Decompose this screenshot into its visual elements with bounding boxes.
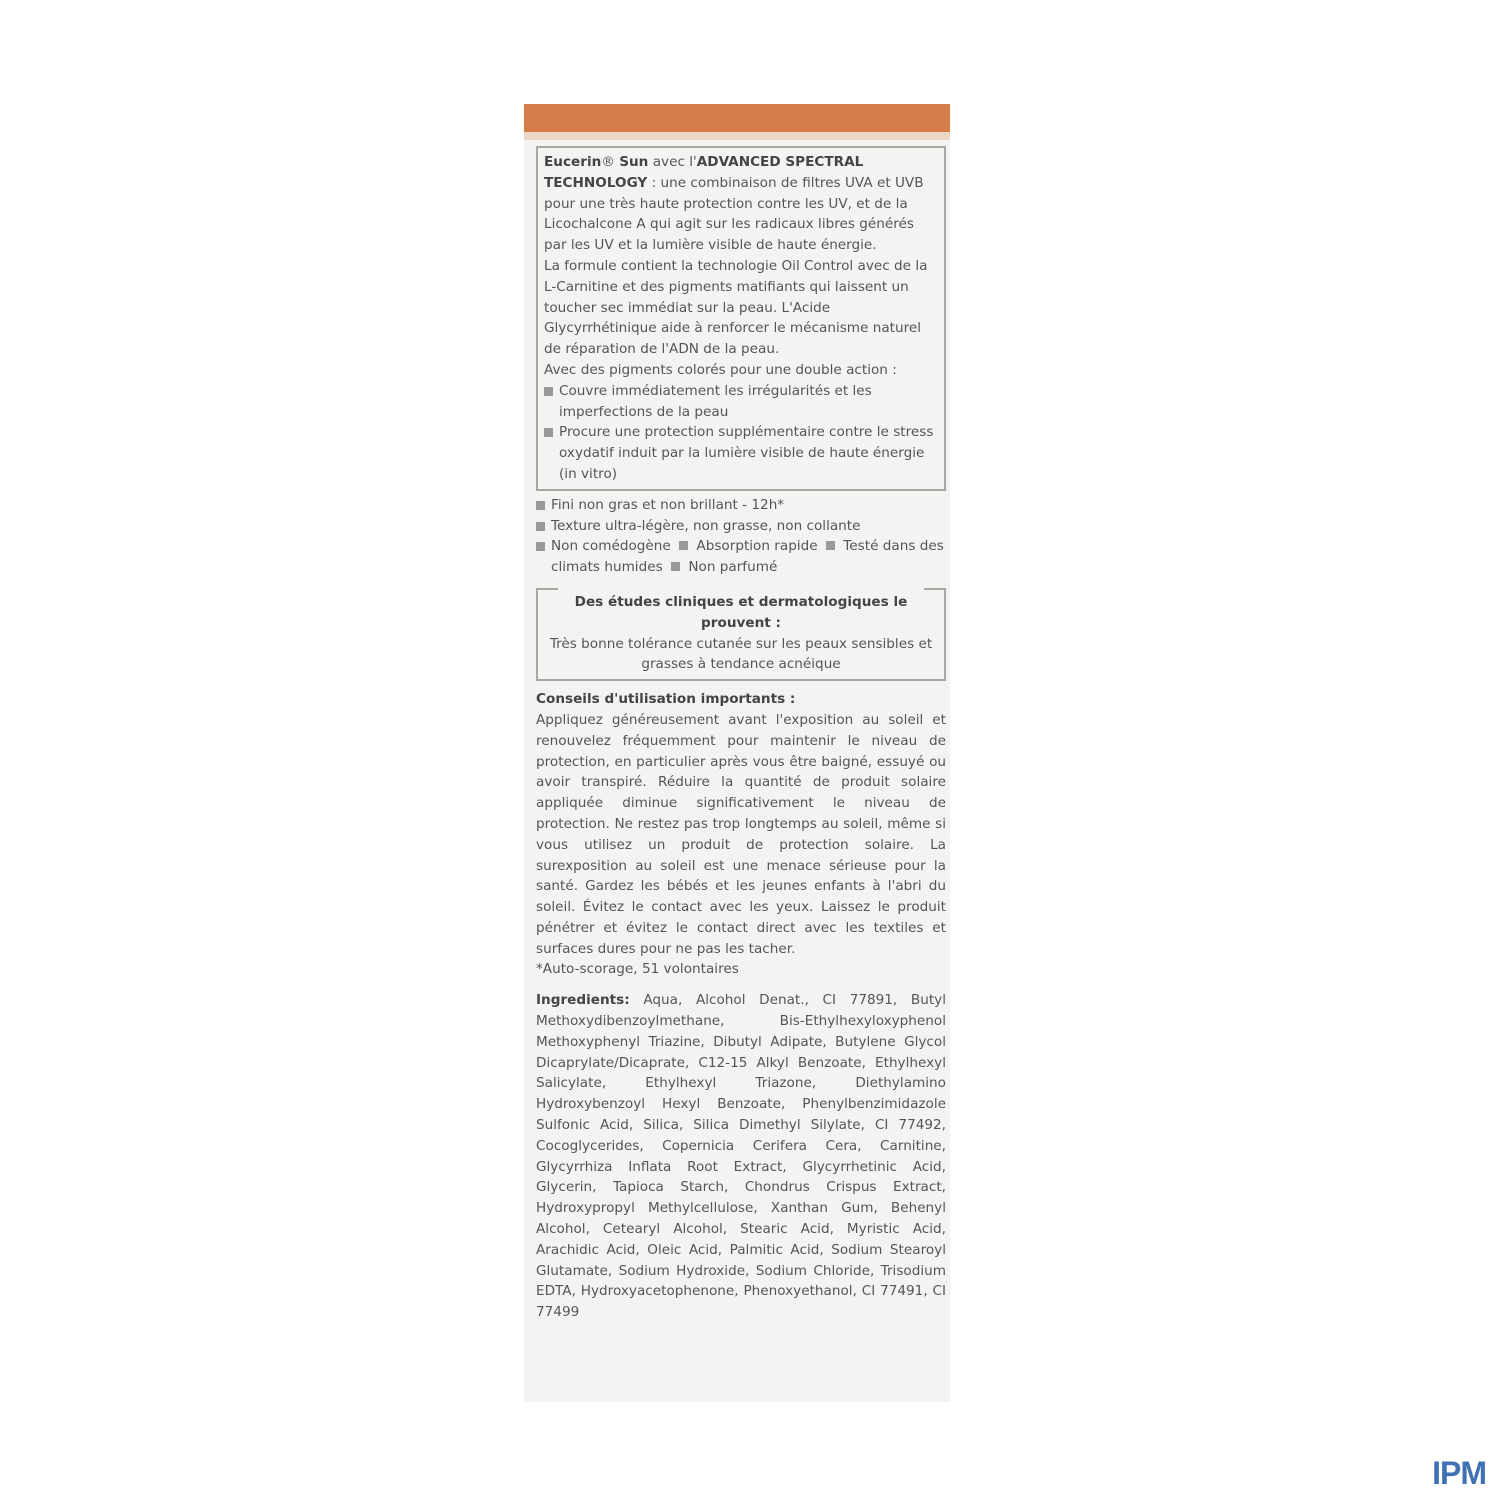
bullet-square-icon [544, 428, 553, 437]
feature-item [536, 516, 946, 537]
intro-bullet-text: Procure une protection supplémentaire contre le stress oxydatif induit par la lumière visible de haute énergie (in vitro) [559, 424, 934, 482]
intro-paragraph [544, 152, 938, 256]
intro-avec: avec l' [652, 154, 697, 170]
usage-section [536, 689, 946, 980]
feature-text: Non parfumé [688, 559, 778, 576]
ingredients-list: Aqua, Alcohol Denat., CI 77891, Butyl Methoxydibenzoylmethane, Bis-Ethylhexyloxyphenol Methoxyphenyl Triazine, Dibutyl Adipate, Butylene Glycol Dicaprylate/Dicaprate, C12-15 Alkyl Benzoate, Ethylhexyl Salicylate, Ethylhexyl Triazone, Diethylamino Hydroxybenzoyl Hexyl Benzoate, Phenylbenzimidazole Sulfonic Acid, Silica, Silica Dimethyl Silylate, CI 77492, Cocoglycerides, Copernicia Cerifera Cera, Carnitine, Glycyrrhiza Inflata Root Extract, Glycyrrhetinic Acid, Glycerin, Tapioca Starch, Chondrus Crispus Extract, Hydroxypropyl Methylcellulose, Xanthan Gum, Behenyl Alcohol, Cetearyl Alcohol, Stearic Acid, Myristic Acid, Arachidic Acid, Oleic Acid, Palmitic Acid, Sodium Stearoyl Glutamate, Sodium Hydroxide, Sodium Chloride, Trisodium EDTA, Hydroxyacetophenone, Phenoxyethanol, CI 77491, CI 77499 [536, 992, 946, 1321]
registered-mark: ® [601, 154, 615, 170]
feature-text: Fini non gras et non brillant - 12h* [551, 496, 785, 513]
brand-name: Eucerin [544, 154, 602, 170]
bullet-square-icon [679, 541, 688, 550]
feature-text-row [551, 536, 946, 578]
feature-text: Absorption rapide [696, 538, 818, 555]
feature-item [536, 495, 946, 516]
claims-text: Très bonne tolérance cutanée sur les peaux sensibles et grasses à tendance acnéique [549, 635, 933, 673]
box-top-highlight [524, 132, 950, 140]
ingredients-label: Ingredients: [536, 992, 630, 1009]
brand-line: Sun [619, 154, 649, 170]
claims-heading: Des études cliniques et dermatologiques le prouvent : [574, 593, 908, 631]
intro-bullet [544, 422, 938, 484]
intro-bullet-text: Couvre immédiatement les irrégularités et les imperfections de la peau [559, 382, 872, 420]
usage-heading: Conseils d'utilisation importants : [536, 691, 796, 708]
bullet-square-icon [826, 541, 835, 550]
usage-footnote: *Auto-scorage, 51 volontaires [536, 961, 739, 978]
feature-text: Non comédogène [551, 538, 671, 555]
box-top-edge [524, 104, 950, 132]
intro-paragraph-2: La formule contient la technologie Oil Control avec de la L-Carnitine et des pigments matifiants qui laissent un toucher sec immédiat sur la peau. L'Acide Glycyrrhétinique aide à renforcer le mécanisme naturel de réparation de l'ADN de la peau. [544, 257, 928, 358]
technology-name: ADVANCED SPECTRAL TECHNOLOGY [544, 154, 864, 191]
bullet-square-icon [544, 387, 553, 396]
usage-text: Appliquez généreusement avant l'exposition au soleil et renouvelez fréquemment pour maintenir le niveau de protection, en particulier après vous être baigné, essuyé ou avoir transpiré. Réduire la quantité de produit solaire appliquée diminue significativement le niveau de protection. Ne restez pas trop longtemps au soleil, même si vous utilisez un produit de protection solaire. La surexposition au soleil est une menace sérieuse pour la santé. Gardez les bébés et les jeunes enfants à l'abri du soleil. Évitez le contact avec les yeux. Laissez le produit pénétrer et évitez le contact direct avec les textiles et surfaces dures pour ne pas les tacher. [536, 711, 946, 957]
clinical-claims-box [536, 588, 946, 681]
feature-item [536, 536, 946, 578]
panel-content [536, 146, 946, 1323]
features-list [536, 495, 946, 578]
intro-paragraph-3: Avec des pigments colorés pour une double action : [544, 361, 897, 378]
intro-bullet [544, 381, 938, 423]
ipm-watermark-logo: IPM [1432, 1455, 1486, 1491]
product-box-side-panel [524, 104, 950, 1402]
bullet-square-icon [536, 501, 545, 510]
bullet-square-icon [536, 522, 545, 531]
feature-text: Testé dans des climats humides [551, 538, 944, 576]
intro-frame [536, 146, 946, 491]
feature-text: Texture ultra-légère, non grasse, non collante [551, 517, 861, 534]
ingredients-section [536, 990, 946, 1323]
intro-body: : une combinaison de filtres UVA et UVB pour une très haute protection contre les UV, et de la Licochalcone A qui agit sur les radicaux libres générés par les UV et la lumière visible de haute énergie. [544, 174, 924, 254]
bullet-square-icon [536, 542, 545, 551]
bullet-square-icon [671, 562, 680, 571]
